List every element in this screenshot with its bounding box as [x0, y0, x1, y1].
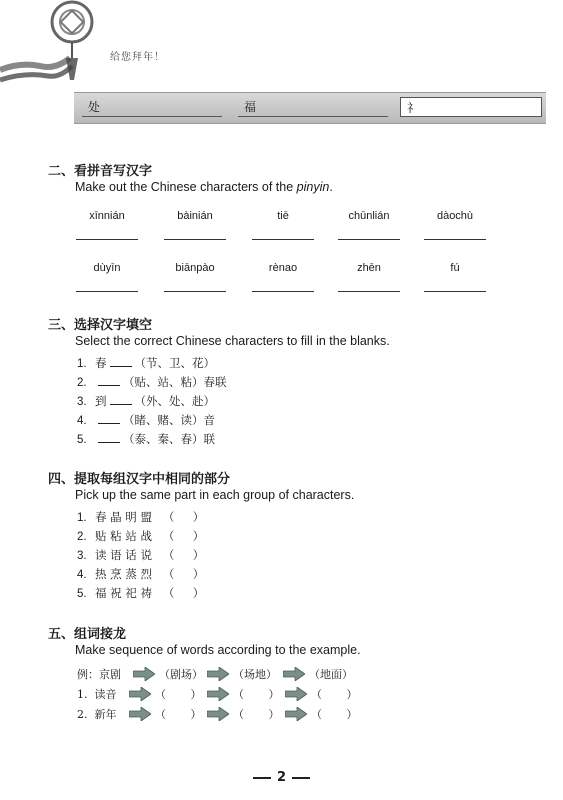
- answer-blank[interactable]: （ ）: [155, 708, 202, 721]
- character-group: 贴 粘 站 战 （ ）: [95, 529, 205, 543]
- page-number: [0, 770, 563, 785]
- strip-cell-3: 礻: [400, 97, 542, 117]
- character-group: 读 语 话 说 （ ）: [95, 548, 205, 562]
- item-options: （贴、站、粘）春联: [123, 375, 227, 389]
- section-5-number: 五、: [48, 627, 75, 642]
- section-2-instruction: [75, 180, 333, 194]
- arrow-right-icon: [207, 687, 229, 701]
- answer-line[interactable]: [338, 239, 400, 240]
- character-group-item-5: [77, 585, 204, 601]
- answer-line[interactable]: [252, 239, 314, 240]
- pinyin-row-2: [76, 262, 496, 302]
- answer-line[interactable]: [164, 239, 226, 240]
- pinyin-label: zhēn: [357, 262, 381, 274]
- page-number-dash-right: [292, 777, 310, 779]
- arrow-right-icon: [285, 707, 307, 721]
- item-number: 1.: [77, 358, 87, 370]
- answer-line[interactable]: [164, 291, 226, 292]
- section-2-instruction-end: .: [329, 180, 333, 194]
- section-3-heading: 选择汉字填空: [74, 318, 153, 333]
- section-4-title: [48, 468, 230, 487]
- answer-blank[interactable]: [110, 354, 132, 367]
- section-2-title: [48, 160, 152, 179]
- pinyin-label: chūnlián: [348, 210, 390, 222]
- answer-line[interactable]: [338, 291, 400, 292]
- fill-blank-item-3: [77, 392, 215, 409]
- character-strip: [74, 92, 546, 124]
- fill-blank-item-2: [77, 373, 227, 390]
- strip-cell-2: 福: [238, 97, 388, 117]
- answer-blank[interactable]: （ ）: [233, 708, 280, 721]
- answer-blank[interactable]: [110, 392, 132, 405]
- item-number: 2.: [77, 531, 87, 543]
- character-group-item-1: [77, 509, 204, 525]
- item-options: （泰、秦、春）联: [123, 432, 215, 446]
- section-5-instruction: Make sequence of words according to the example.: [75, 643, 361, 657]
- pinyin-label: biānpào: [175, 262, 215, 274]
- item-number: 5.: [77, 588, 87, 600]
- arrow-right-icon: [207, 707, 229, 721]
- item-prefix: 春: [95, 356, 107, 370]
- item-number: 1.: [77, 512, 87, 524]
- item-options: （睹、赌、读）音: [123, 413, 215, 427]
- page-number-value: 2: [276, 770, 287, 785]
- sequence-label: 2. 新年: [77, 708, 117, 721]
- section-4-number: 四、: [48, 472, 75, 487]
- section-3-instruction: Select the correct Chinese characters to fill in the blanks.: [75, 334, 390, 348]
- item-options: （外、处、赴）: [134, 394, 215, 408]
- pinyin-row-1: [76, 210, 496, 250]
- example-label: 例：京剧: [77, 668, 121, 681]
- pinyin-label: xīnnián: [89, 210, 125, 222]
- item-number: 3.: [77, 396, 87, 408]
- sequence-label: 1. 读音: [77, 688, 117, 701]
- character-group-item-3: [77, 547, 204, 563]
- fill-blank-item-1: [77, 354, 215, 371]
- arrow-right-icon: [133, 667, 155, 681]
- character-group-item-4: [77, 566, 204, 582]
- pinyin-label: dùyīn: [93, 262, 121, 274]
- answer-blank[interactable]: （ ）: [311, 688, 358, 701]
- section-2-instruction-text: Make out the Chinese characters of the: [75, 180, 297, 194]
- answer-line[interactable]: [252, 291, 314, 292]
- item-number: 3.: [77, 550, 87, 562]
- section-5-title: [48, 623, 126, 642]
- answer-blank[interactable]: （ ）: [311, 708, 358, 721]
- fill-blank-item-4: [77, 411, 215, 428]
- answer-blank[interactable]: （ ）: [155, 688, 202, 701]
- arrow-right-icon: [285, 687, 307, 701]
- character-group-item-2: [77, 528, 204, 544]
- answer-line[interactable]: [76, 291, 138, 292]
- page-number-dash-left: [253, 777, 271, 779]
- item-number: 5.: [77, 434, 87, 446]
- pinyin-label: fú: [450, 262, 460, 274]
- item-prefix: 到: [95, 394, 107, 408]
- section-2-heading: 看拼音写汉字: [74, 164, 153, 179]
- item-options: （节、卫、花）: [134, 356, 215, 370]
- arrow-right-icon: [283, 667, 305, 681]
- section-3-number: 三、: [48, 318, 75, 333]
- item-number: 2.: [77, 377, 87, 389]
- pinyin-label: rènao: [268, 262, 298, 274]
- item-number: 4.: [77, 569, 87, 581]
- section-4-heading: 提取每组汉字中相同的部分: [74, 472, 231, 487]
- answer-line[interactable]: [424, 239, 486, 240]
- arrow-right-icon: [129, 687, 151, 701]
- answer-blank[interactable]: [98, 430, 120, 443]
- character-group: 福 祝 祀 祷 （ ）: [95, 586, 205, 600]
- strip-cell-1: 处: [82, 97, 222, 117]
- example-word-2: （场地）: [233, 668, 277, 681]
- character-group: 热 烹 蒸 烈 （ ）: [95, 567, 205, 581]
- answer-blank[interactable]: [98, 411, 120, 424]
- section-3-title: [48, 314, 152, 333]
- section-4-instruction: Pick up the same part in each group of characters.: [75, 488, 355, 502]
- section-2-instruction-emphasis: pinyin: [296, 180, 330, 194]
- pinyin-label: dàochù: [436, 210, 474, 222]
- arrow-right-icon: [129, 707, 151, 721]
- character-group: 春 晶 明 盟 （ ）: [95, 510, 205, 524]
- answer-blank[interactable]: [98, 373, 120, 386]
- section-2-number: 二、: [48, 164, 75, 179]
- answer-line[interactable]: [424, 291, 486, 292]
- example-word-3: （地面）: [309, 668, 353, 681]
- fill-blank-item-5: [77, 430, 215, 447]
- answer-line[interactable]: [76, 239, 138, 240]
- pinyin-label: bàinián: [177, 210, 213, 222]
- pinyin-label: tiē: [277, 210, 289, 222]
- answer-blank[interactable]: （ ）: [233, 688, 280, 701]
- section-5-heading: 组词接龙: [74, 627, 127, 642]
- chinese-knot-ornament-icon: [0, 0, 110, 90]
- arrow-right-icon: [207, 667, 229, 681]
- header-title: 给您拜年！: [110, 52, 165, 63]
- item-number: 4.: [77, 415, 87, 427]
- example-word-1: （剧场）: [159, 668, 203, 681]
